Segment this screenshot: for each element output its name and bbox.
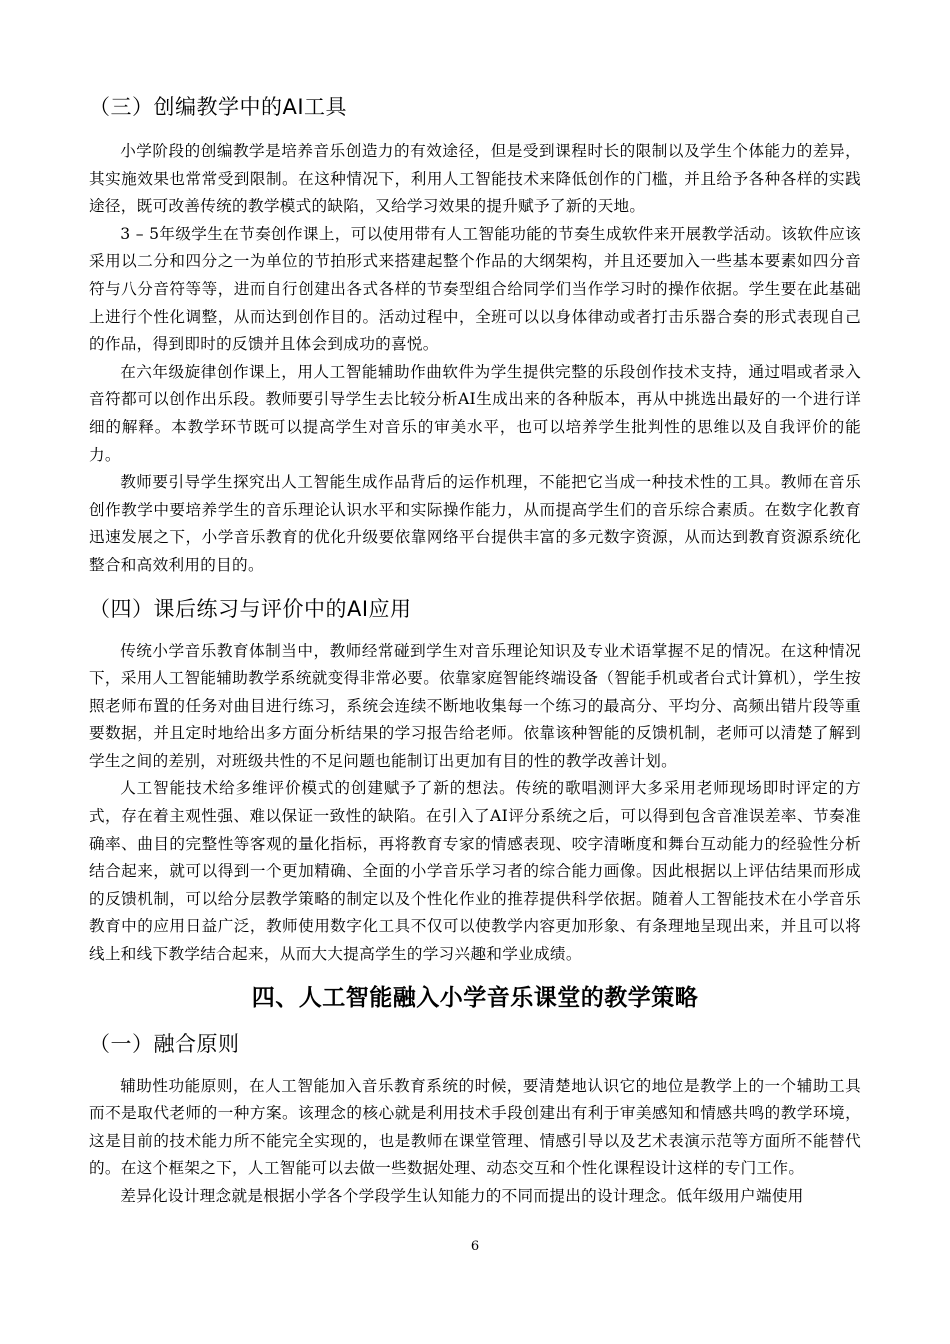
document-page (89, 92, 861, 1211)
paragraph: 差异化设计理念就是根据小学各个学段学生认知能力的不同而提出的设计理念。低年级用户端使用 (120, 1187, 804, 1205)
chapter-title: 四、人工智能融入小学音乐课堂的教学策略 (251, 984, 699, 1011)
paragraph: 人工智能技术给多维评价模式的创建赋予了新的想法。传统的歌唱测评大多采用老师现场即时评定的方式，存在着主观性强、难以保证一致性的缺陷。在引入了AI评分系统之后，可以得到包含音准误差率、节奏准确率、曲目的完整性等客观的量化指标，再将教育专家的情感表现、咬字清晰度和舞台互动能力的经验性分析结合起来，就可以得到一个更加精确、全面的小学音乐学习者的综合能力画像。因此根据以上评估结果而形成的反馈机制，可以给分层教学策略的制定以及个性化作业的推荐提供科学依据。随着人工智能技术在小学音乐教育中的应用日益广泛，教师使用数字化工具不仅可以使教学内容更加形象、有条理地呈现出来，并且可以将线上和线下教学结合起来，从而大大提高学生的学习兴趣和学业成绩。 (89, 779, 861, 964)
section-heading-1: （一）融合原则 (89, 1031, 240, 1056)
paragraph: 在六年级旋律创作课上，用人工智能辅助作曲软件为学生提供完整的乐段创作技术支持，通过唱或者录入音符都可以创作出乐段。教师要引导学生去比较分析AI生成出来的各种版本，再从中挑选出最好的一个进行详细的解释。本教学环节既可以提高学生对音乐的审美水平，也可以培养学生批判性的思维以及自我评价的能力。 (89, 362, 861, 464)
paragraph: 传统小学音乐教育体制当中，教师经常碰到学生对音乐理论知识及专业术语掌握不足的情况。在这种情况下，采用人工智能辅助教学系统就变得非常必要。依靠家庭智能终端设备（智能手机或者台式计算机），学生按照老师布置的任务对曲目进行练习，系统会连续不断地收集每一个练习的最高分、平均分、高频出错片段等重要数据，并且定时地给出多方面分析结果的学习报告给老师。依靠该种智能的反馈机制，老师可以清楚了解到学生之间的差别，对班级共性的不足问题也能制订出更加有目的性的教学改善计划。 (89, 641, 861, 770)
paragraph: 教师要引导学生探究出人工智能生成作品背后的运作机理，不能把它当成一种技术性的工具。教师在音乐创作教学中要培养学生的音乐理论认识水平和实际操作能力，从而提高学生们的音乐综合素质。在数字化教育迅速发展之下，小学音乐教育的优化升级要依靠网络平台提供丰富的多元数字资源，从而达到教育资源系统化整合和高效利用的目的。 (89, 473, 861, 574)
paragraph: 小学阶段的创编教学是培养音乐创造力的有效途径，但是受到课程时长的限制以及学生个体能力的差异，其实施效果也常常受到限制。在这种情况下，利用人工智能技术来降低创作的门槛，并且给予各种各样的实践途径，既可改善传统的教学模式的缺陷，又给学习效果的提升赋予了新的天地。 (89, 142, 861, 216)
section-heading-4: （四）课后练习与评价中的AI应用 (89, 596, 412, 621)
paragraph: 3 – 5年级学生在节奏创作课上，可以使用带有人工智能功能的节奏生成软件来开展教学活动。该软件应该采用以二分和四分之一为单位的节拍形式来搭建起整个作品的大纲架构，并且还要加入一些基本要素如四分音符与八分音符等等，进而自行创建出各式各样的节奏型组合给同学们当作学习时的操作依据。学生要在此基础上进行个性化调整，从而达到创作目的。活动过程中，全班可以以身体律动或者打击乐器合奏的形式表现自己的作品，得到即时的反馈并且体会到成功的喜悦。 (89, 224, 861, 354)
page-number: 6 (470, 1239, 480, 1254)
paragraph: 辅助性功能原则，在人工智能加入音乐教育系统的时候，要清楚地认识它的地位是教学上的一个辅助工具而不是取代老师的一种方案。该理念的核心就是利用技术手段创建出有利于审美感知和情感共鸣的教学环境，这是目前的技术能力所不能完全实现的，也是教师在课堂管理、情感引导以及艺术表演示范等方面所不能替代的。在这个框架之下，人工智能可以去做一些数据处理、动态交互和个性化课程设计这样的专门工作。 (89, 1076, 861, 1178)
section-heading-3: （三）创编教学中的AI工具 (89, 95, 348, 119)
